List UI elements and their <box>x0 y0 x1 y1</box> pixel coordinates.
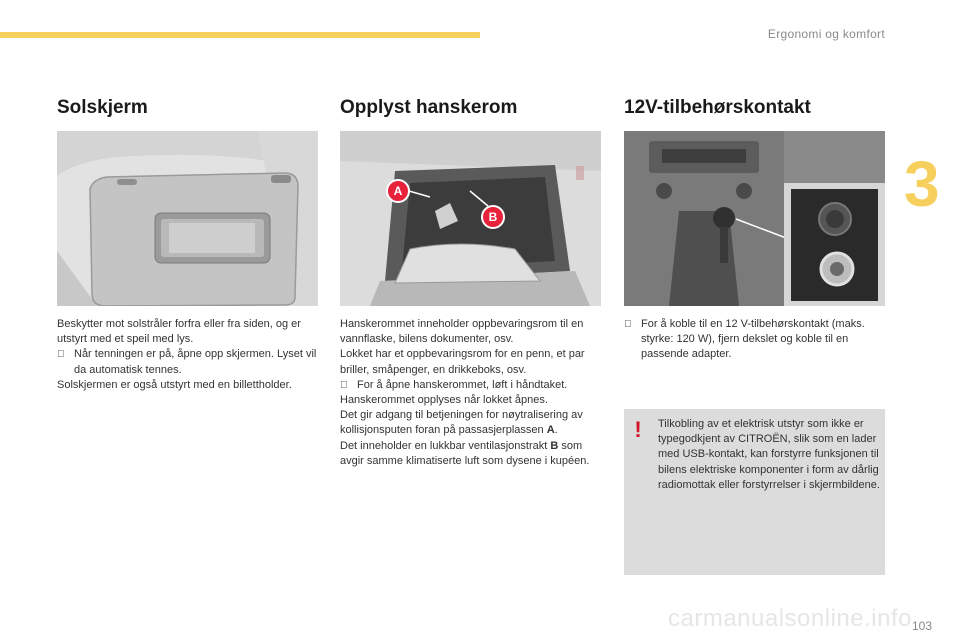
socket-text <box>624 317 886 363</box>
sunvisor-bullet <box>57 347 319 377</box>
socket-title: 12V-tilbehørskontakt <box>624 97 811 118</box>
square-bullet-icon <box>624 317 641 363</box>
glovebox-bullet-text: For å åpne hanskerommet, løft i håndtaket. <box>357 378 568 391</box>
chapter-number: 3 <box>904 148 940 220</box>
sunvisor-photo <box>57 131 318 306</box>
glovebox-para2: Lokket har et oppbevaringsrom for en penn, et par briller, småpenger, en drikkeboks, osv. <box>340 348 585 376</box>
sunvisor-text <box>57 317 319 393</box>
glovebox-para1: Hanskerommet inneholder oppbevaringsrom til en vannflaske, bilens dokumenter, osv. <box>340 318 584 346</box>
sunvisor-outro: Solskjermen er også utstyrt med en billettholder. <box>57 378 292 391</box>
glovebox-bullet <box>340 378 602 393</box>
header-accent-bar <box>0 32 480 38</box>
sunvisor-intro: Beskytter mot solstråler forfra eller fra siden, og er utstyrt med et speil med lys. <box>57 318 301 346</box>
glovebox-photo <box>340 131 601 306</box>
socket-photo <box>624 131 885 306</box>
sunvisor-bullet-text: Når tenningen er på, åpne opp skjermen. Lyset vil da automatisk tennes. <box>74 348 317 376</box>
label-a-marker: A <box>393 184 403 198</box>
glovebox-para5: Det inneholder en lukkbar ventilasjonstrakt B som avgir samme klimatiserte luft som dysene i kupéen. <box>340 439 590 467</box>
socket-bullet <box>624 317 886 363</box>
sunvisor-title: Solskjerm <box>57 97 148 118</box>
label-b-marker: B <box>488 210 498 224</box>
socket-bullet-text: For å koble til en 12 V-tilbehørskontakt (maks. styrke: 120 W), fjern dekslet og koble til en passende adapter. <box>641 318 865 361</box>
warning-box <box>624 409 885 575</box>
warning-exclamation-icon: ! <box>634 417 642 442</box>
square-bullet-icon <box>340 378 357 393</box>
glovebox-text <box>340 317 602 469</box>
page-number: 103 <box>912 619 933 633</box>
glovebox-para3: Hanskerommet opplyses når lokket åpnes. <box>340 394 548 407</box>
glovebox-para4: Det gir adgang til betjeningen for nøytralisering av kollisjonsputen foran på passasjerplassen A. <box>340 409 583 437</box>
watermark: carmanualsonline.info <box>668 605 912 632</box>
warning-text: Tilkobling av et elektrisk utstyr som ikke er typegodkjent av CITROËN, slik som en lader med USB-kontakt, kan forstyrre funksjonen til bilens elektriske komponenter i form av dårlig radiomottak eller forstyrrelser i skjermbildene. <box>658 418 880 491</box>
chapter-title: Ergonomi og komfort <box>767 27 885 41</box>
square-bullet-icon <box>57 347 74 377</box>
glovebox-title: Opplyst hanskerom <box>340 97 518 118</box>
